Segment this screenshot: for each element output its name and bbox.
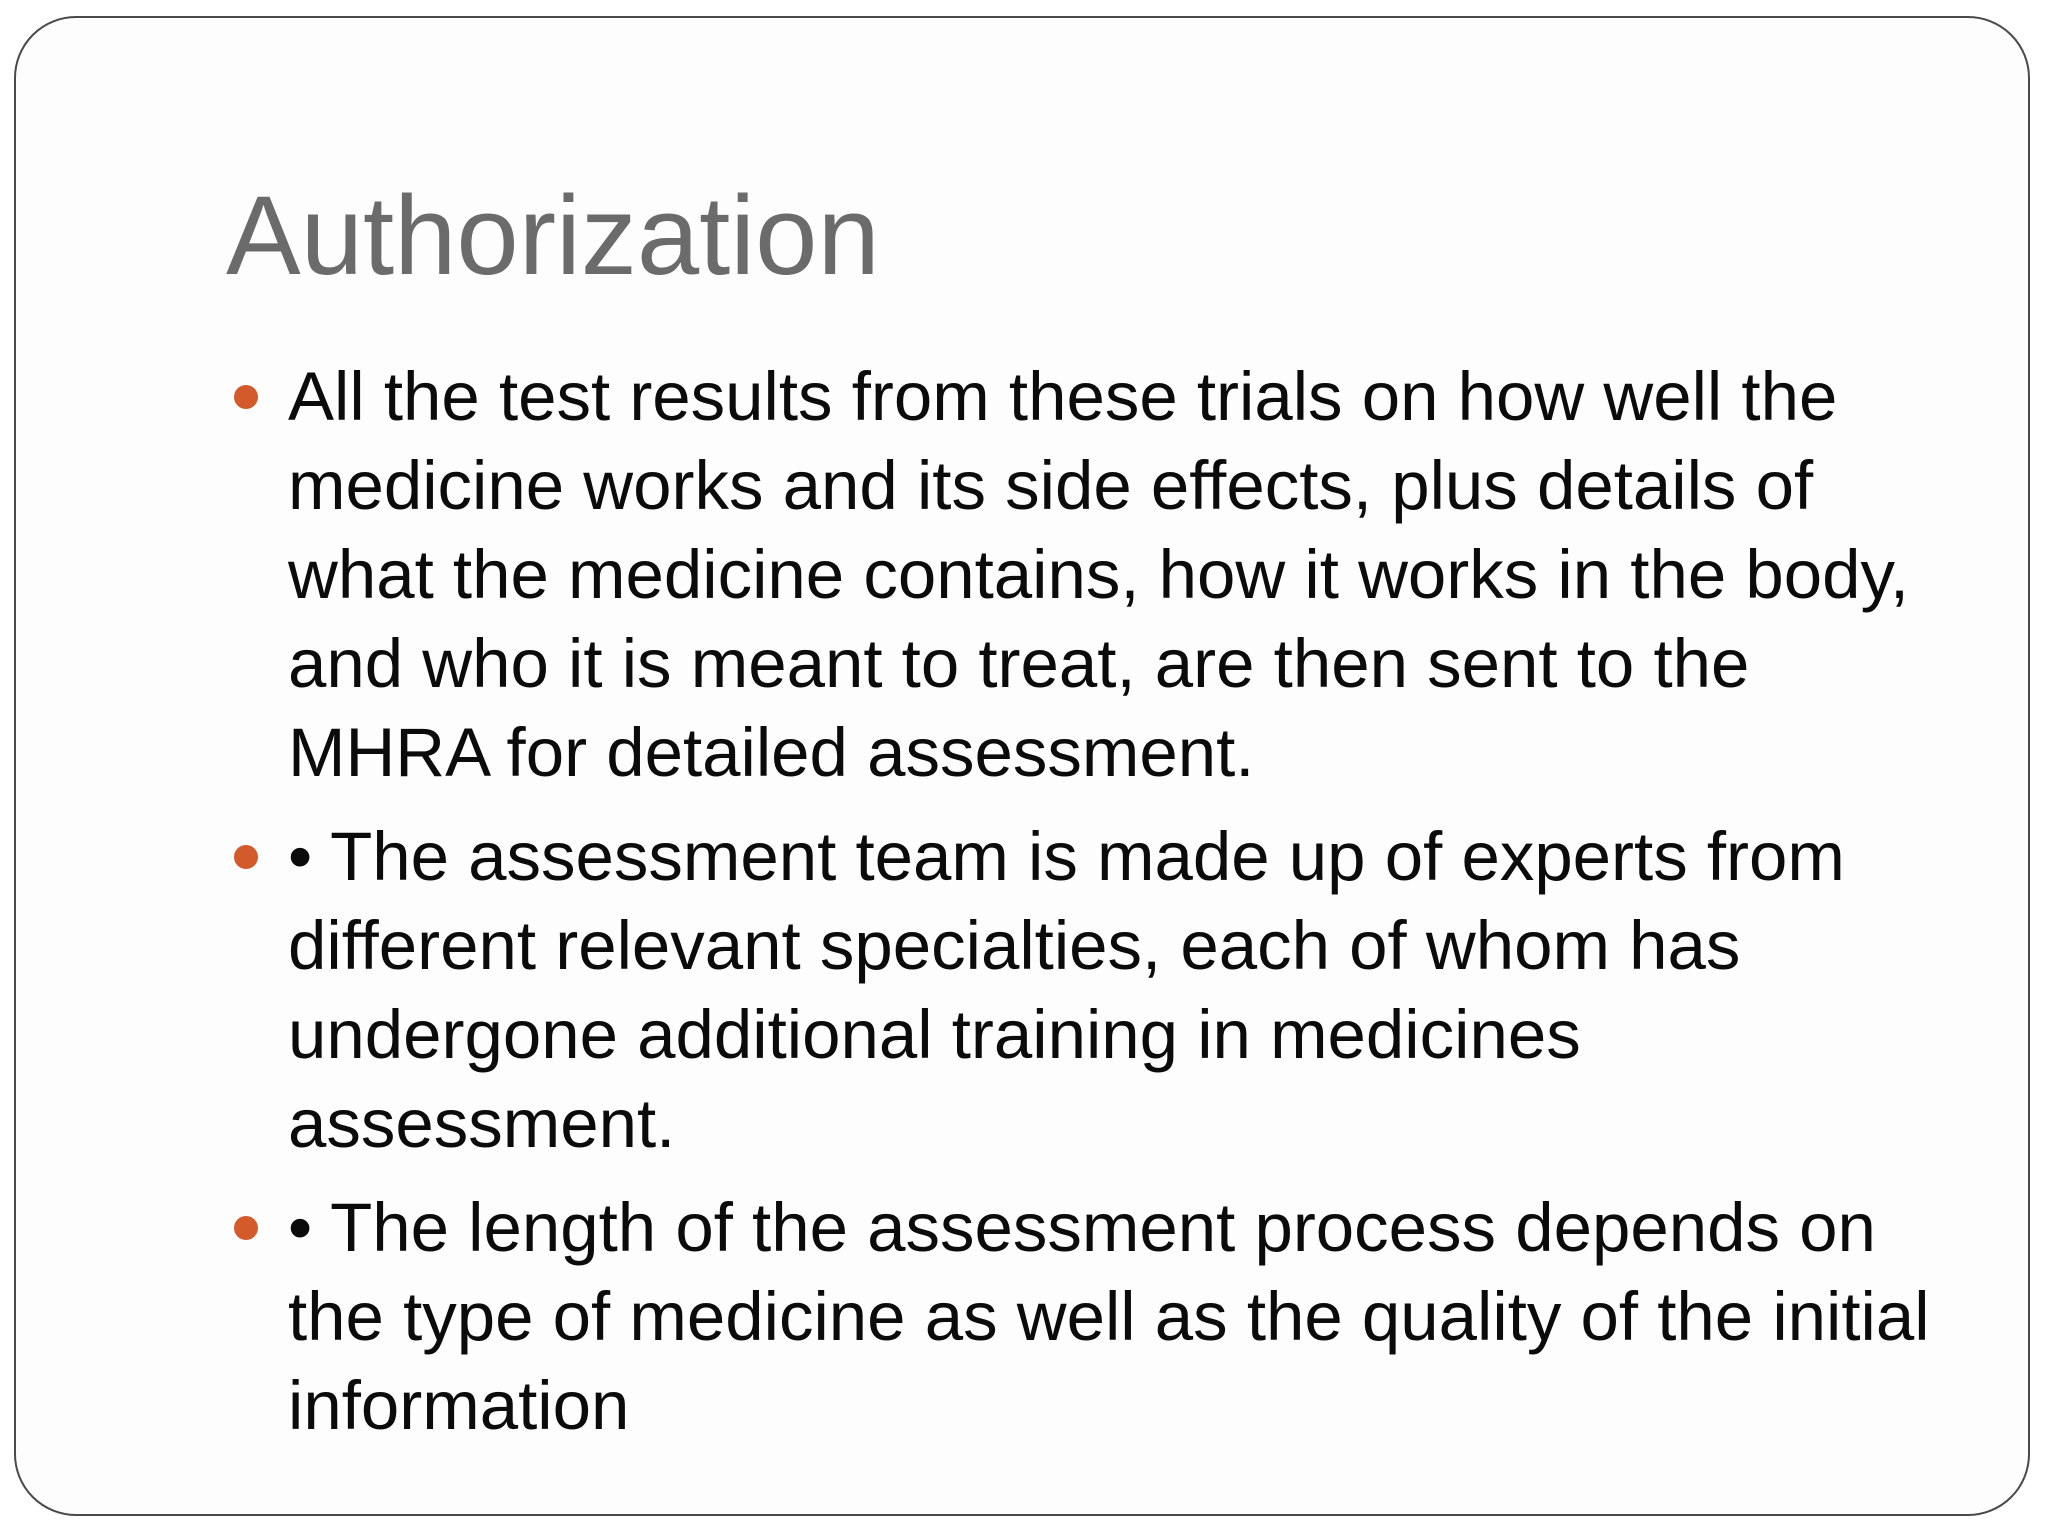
- bullet-item: [16, 352, 1948, 797]
- bullet-text: • The assessment team is made up of experts from different relevant specialties, each of whom has undergone additional training in medicines assessment.: [288, 818, 1845, 1162]
- slide-title: Authorization: [226, 173, 880, 298]
- bullet-item: [16, 1183, 1948, 1450]
- slide: [14, 16, 2030, 1516]
- bullet-list: [16, 352, 1948, 1465]
- bullet-dot-icon: [234, 385, 258, 409]
- bullet-dot-icon: [234, 1216, 258, 1240]
- bullet-text: • The length of the assessment process depends on the type of medicine as well as the quality of the initial information: [288, 1189, 1930, 1444]
- bullet-dot-icon: [234, 845, 258, 869]
- bullet-item: [16, 812, 1948, 1168]
- bullet-text: All the test results from these trials on how well the medicine works and its side effects, plus details of what the medicine contains, how it works in the body, and who it is meant to treat, are then sent to the MHRA for detailed assessment.: [288, 358, 1910, 791]
